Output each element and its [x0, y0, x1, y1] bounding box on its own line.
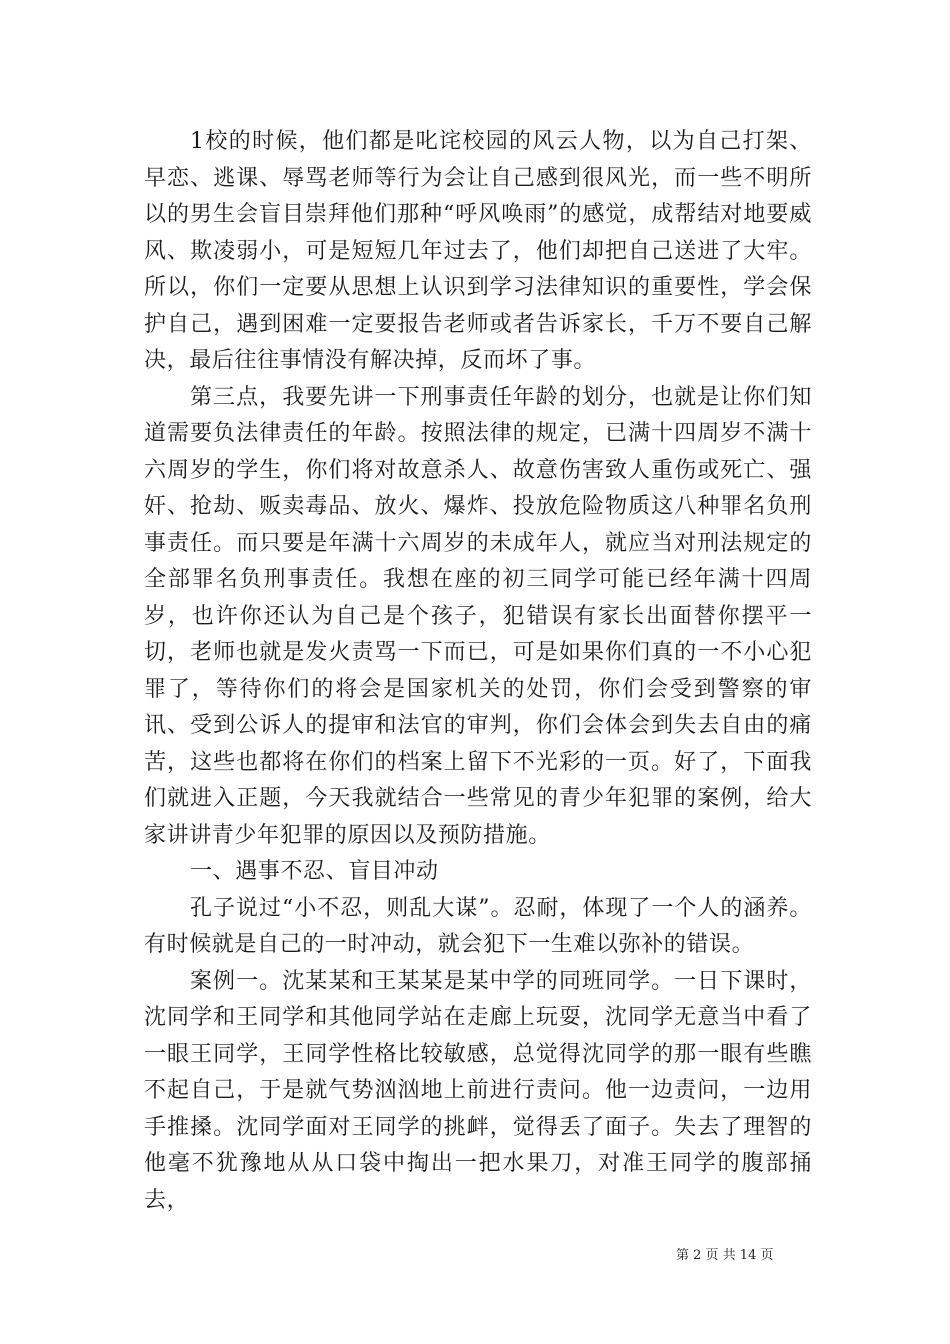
paragraph-confucius: 孔子说过“小不忍，则乱大谋”。忍耐，体现了一个人的涵养。有时候就是自己的一时冲动，就会犯下一生难以弥补的错误。: [144, 895, 812, 957]
paragraph-criminal-age: 第三点，我要先讲一下刑事责任年龄的划分，也就是让你们知道需要负法律责任的年龄。按照法律的规定，已满十四周岁不满十六周岁的学生，你们将对故意杀人、故意伤害致人重伤或死亡、强奸、抢劫、贩卖毒品、放火、爆炸、投放危险物质这八种罪名负刑事责任。而只要是年满十六周岁的未成年人，就应当对刑法规定的全部罪名负刑事责任。我想在座的初三同学可能已经年满十四周岁，也许你还认为自己是个孩子，犯错误有家长出面替你摆平一切，老师也就是发火责骂一下而已，可是如果你们真的一不小心犯罪了，等待你们的将会是国家机关的处罚，你们会受到警察的审讯、受到公诉人的提审和法官的审判，你们会体会到失去自由的痛苦，这些也都将在你们的档案上留下不光彩的一页。好了，下面我们就进入正题，今天我就结合一些常见的青少年犯罪的案例，给大家讲讲青少年犯罪的原因以及预防措施。: [144, 384, 812, 848]
paragraph-case-one: 案例一。沈某某和王某某是某中学的同班同学。一日下课时，沈同学和王同学和其他同学站在走廊上玩耍，沈同学无意当中看了一眼王同学，王同学性格比较敏感，总觉得沈同学的那一眼有些瞧不起自己，于是就气势汹汹地上前进行责问。他一边责问，一边用手推搡。沈同学面对王同学的挑衅，觉得丢了面子。失去了理智的他毫不犹豫地从从口袋中掏出一把水果刀，对准王同学的腹部捅去，: [144, 968, 812, 1213]
paragraph-continuation: 1校的时候，他们都是叱诧校园的风云人物，以为自己打架、早恋、逃课、辱骂老师等行为会让自己感到很风光，而一些不明所以的男生会盲目崇拜他们那种“呼风唤雨”的感觉，成帮结对地要威风、欺凌弱小，可是短短几年过去了，他们却把自己送进了大牢。所以，你们一定要从思想上认识到学习法律知识的重要性，学会保护自己，遇到困难一定要报告老师或者告诉家长，千万不要自己解决，最后往往事情没有解决掉，反而坏了事。: [144, 129, 812, 373]
section-heading-1: 一、遇事不忍、盲目冲动: [190, 859, 439, 884]
page-number-footer: 第 2 页 共 14 页: [676, 1248, 774, 1263]
document-body: [144, 124, 812, 1219]
